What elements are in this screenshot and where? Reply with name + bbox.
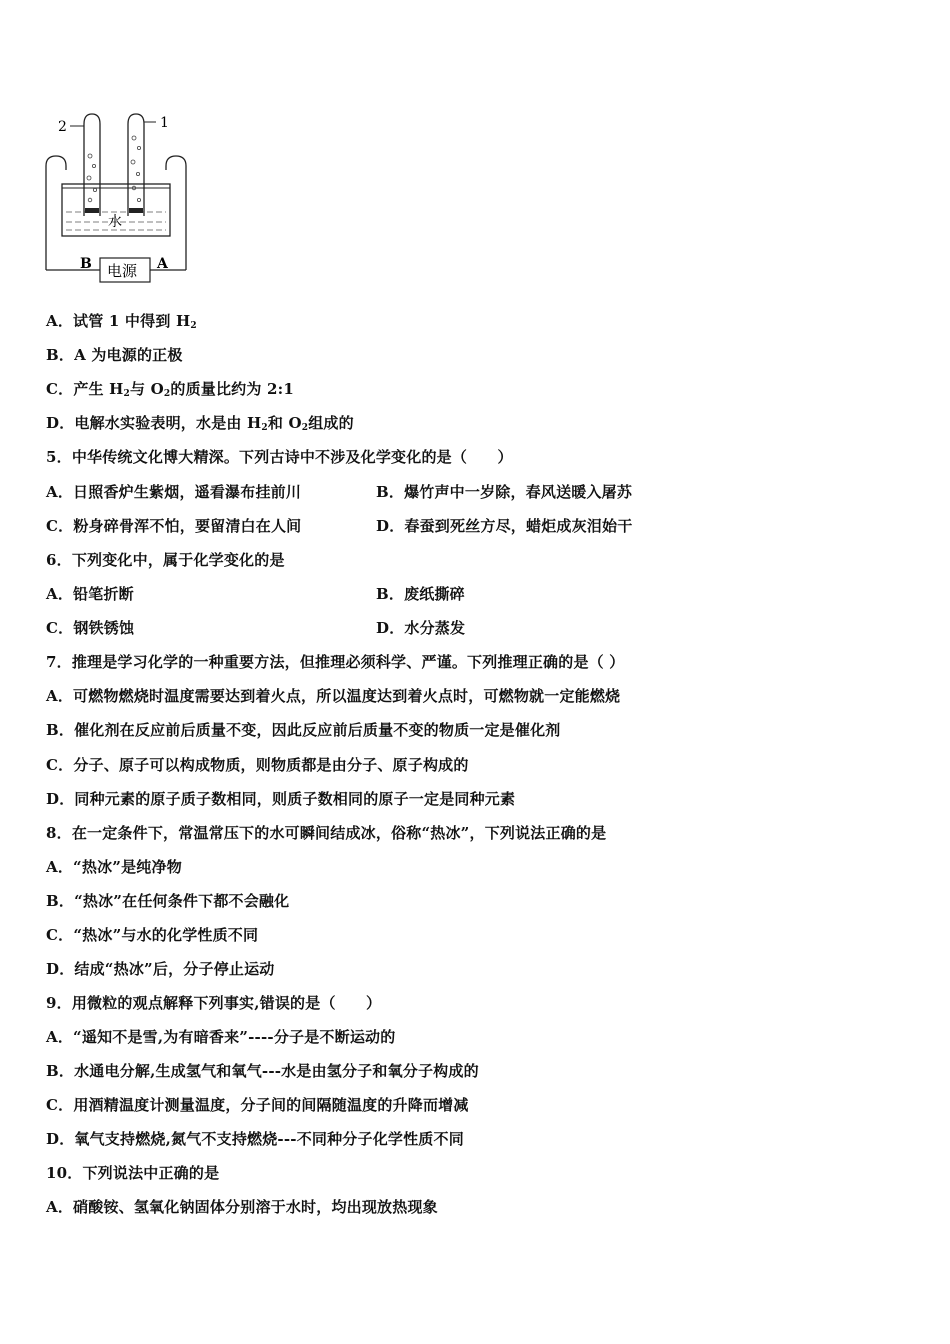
- electrode-b-label: B: [80, 256, 92, 272]
- q6-options-row-2: [46, 618, 466, 638]
- q6-options-row-1: [46, 584, 465, 604]
- q10-option-a: A．硝酸铵、氢氧化钠固体分别溶于水时，均出现放热现象: [46, 1198, 438, 1216]
- q5-options-row-1: [46, 482, 633, 502]
- q6-option-b: B．废纸撕碎: [376, 585, 465, 603]
- q4-option-c: C．产生 $H_2$与 $O_2$的质量比约为 2:1: [46, 380, 295, 399]
- q9-option-b: B．水通电分解,生成氢气和氧气---水是由氢分子和氧分子构成的: [46, 1062, 479, 1080]
- q5-options-row-2: [46, 516, 633, 536]
- q8-option-a: A．“热冰”是纯净物: [46, 858, 182, 876]
- q7-option-a: A．可燃物燃烧时温度需要达到着火点，所以温度达到着火点时，可燃物就一定能燃烧: [46, 687, 621, 705]
- q6-option-d: D．水分蒸发: [376, 619, 466, 637]
- q7-option-d: D．同种元素的原子质子数相同，则质子数相同的原子一定是同种元素: [46, 790, 516, 808]
- q6-option-c: C．钢铁锈蚀: [46, 619, 135, 637]
- q7-option-c: C．分子、原子可以构成物质，则物质都是由分子、原子构成的: [46, 756, 469, 774]
- q8-option-b: B．“热冰”在任何条件下都不会融化: [46, 892, 290, 910]
- q9-option-d: D．氧气支持燃烧,氮气不支持燃烧---不同种分子化学性质不同: [46, 1130, 464, 1148]
- water-label: 水: [108, 214, 122, 230]
- q8-stem: 8．在一定条件下，常温常压下的水可瞬间结成冰，俗称“热冰”，下列说法正确的是: [46, 824, 607, 842]
- q5-option-b: B．爆竹声中一岁除，春风送暖入屠苏: [376, 483, 633, 501]
- q5-option-d: D．春蚕到死丝方尽，蜡炬成灰泪始干: [376, 517, 633, 535]
- q8-option-c: C．“热冰”与水的化学性质不同: [46, 926, 259, 944]
- q4-option-a: A．试管 1 中得到 $H_2$: [46, 312, 197, 331]
- q5-stem: 5．中华传统文化博大精深。下列古诗中不涉及化学变化的是（ ）: [46, 448, 513, 466]
- tube-1-label: 1: [160, 115, 169, 131]
- electrode-a-label: A: [157, 256, 168, 272]
- power-source-label: 电源: [107, 262, 138, 280]
- q6-stem: 6．下列变化中，属于化学变化的是: [46, 551, 285, 569]
- q6-option-a: A．铅笔折断: [46, 585, 134, 603]
- electrolysis-diagram: [40, 108, 200, 288]
- q5-option-a: A．日照香炉生紫烟，遥看瀑布挂前川: [46, 483, 302, 501]
- q10-stem: 10．下列说法中正确的是: [46, 1164, 220, 1182]
- q9-option-c: C．用酒精温度计测量温度，分子间的间隔随温度的升降而增减: [46, 1096, 469, 1114]
- q4-option-b: B．A 为电源的正极: [46, 346, 183, 364]
- q9-option-a: A．“遥知不是雪,为有暗香来”----分子是不断运动的: [46, 1028, 396, 1046]
- q4-option-d: D．电解水实验表明，水是由 $H_2$和 $O_2$组成的: [46, 414, 354, 433]
- tube-2-label: 2: [58, 119, 67, 135]
- q5-option-c: C．粉身碎骨浑不怕，要留清白在人间: [46, 517, 302, 535]
- q7-option-b: B．催化剂在反应前后质量不变，因此反应前后质量不变的物质一定是催化剂: [46, 721, 561, 739]
- q9-stem: 9．用微粒的观点解释下列事实,错误的是（ ）: [46, 994, 382, 1012]
- q8-option-d: D．结成“热冰”后，分子停止运动: [46, 960, 275, 978]
- electrolysis-apparatus-figure: [40, 108, 200, 288]
- q7-stem: 7．推理是学习化学的一种重要方法，但推理必须科学、严谨。下列推理正确的是（ ）: [46, 653, 625, 671]
